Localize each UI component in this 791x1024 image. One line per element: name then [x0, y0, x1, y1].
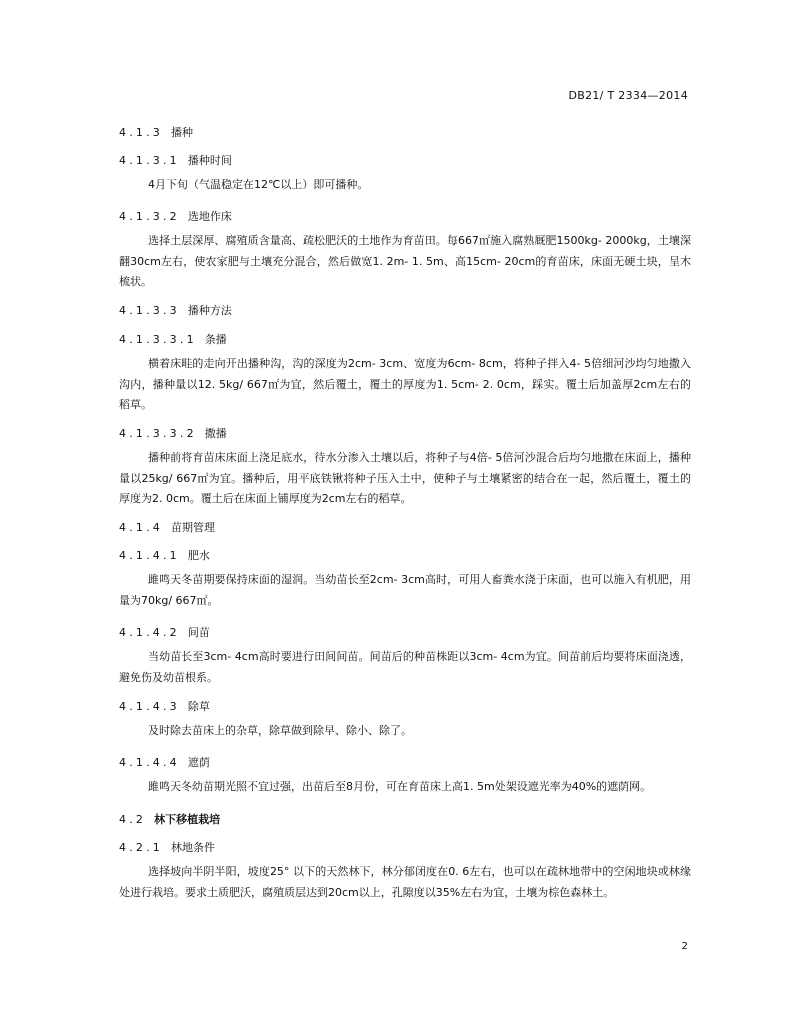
heading	[119, 208, 232, 224]
section-number: 4.1.3.3.1	[119, 333, 197, 346]
section-number: 4.2	[119, 813, 147, 826]
section-title: 撒播	[204, 427, 227, 440]
section-title: 除草	[187, 700, 210, 713]
paragraph: 横着床畦的走向开出播种沟，沟的深度为2cm- 3cm、宽度为6cm- 8cm，将种子拌入4- 5倍细河沙均匀地撒入沟内，播种量以12. 5kg/ 667㎡为宜，然后覆土，覆土的厚度为1. 5cm- 2. 0cm，踩实。覆土后加盖厚2cm左右的稻草。	[119, 357, 691, 411]
heading	[119, 124, 193, 140]
paragraph: 播种前将育苗床床面上浇足底水，待水分渗入土壤以后，将种子与4倍- 5倍河沙混合后均匀地撒在床面上，播种量以25kg/ 667㎡为宜。播种后，用平底铁锹将种子压入土中，使种子与土壤紧密的结合在一起，然后覆土，覆土的厚度为2. 0cm。覆土后在床面上铺厚度为2cm左右的稻草。	[119, 451, 691, 505]
section-title: 遮荫	[187, 756, 210, 769]
heading	[119, 302, 232, 318]
heading	[119, 839, 215, 855]
paragraph: 雎鸣天冬苗期要保持床面的湿润。当幼苗长至2cm- 3cm高时，可用人畜粪水浇于床面，也可以施入有机肥，用量为70kg/ 667㎡。	[119, 573, 691, 607]
paragraph: 及时除去苗床上的杂草，除草做到除早、除小、除了。	[148, 724, 412, 737]
page-header-code: DB21/ T 2334—2014	[568, 89, 688, 102]
section-number: 4.1.3.3	[119, 304, 180, 317]
section-title: 选地作床	[187, 210, 232, 223]
section-number: 4.1.3.1	[119, 154, 180, 167]
section-number: 4.1.4.2	[119, 626, 180, 639]
section-number: 4.1.3	[119, 126, 163, 139]
heading	[119, 331, 227, 347]
section-title: 肥水	[187, 549, 210, 562]
heading	[119, 754, 210, 770]
heading	[119, 698, 210, 714]
heading	[119, 425, 227, 441]
paragraph: 雎鸣天冬幼苗期光照不宜过强，出苗后至8月份，可在育苗床上高1. 5m处架设遮光率为40%的遮荫网。	[148, 780, 652, 793]
section-number: 4.1.4.1	[119, 549, 180, 562]
section-title: 条播	[204, 333, 227, 346]
section-number: 4.1.3.3.2	[119, 427, 197, 440]
section-title: 间苗	[187, 626, 210, 639]
heading	[119, 811, 220, 827]
section-number: 4.2.1	[119, 841, 163, 854]
heading	[119, 624, 210, 640]
paragraph: 选择坡向半阴半阳，坡度25° 以下的天然林下，林分郁闭度在0. 6左右，也可以在疏林地带中的空闲地块或林缘处进行栽培。要求土质肥沃，腐殖质层达到20cm以上，孔隙度以35%左右为宜，土壤为棕色森林土。	[119, 865, 691, 899]
heading	[119, 547, 210, 563]
section-title: 林地条件	[171, 841, 215, 854]
section-number: 4.1.3.2	[119, 210, 180, 223]
paragraph: 4月下旬（气温稳定在12℃以上）即可播种。	[148, 178, 369, 191]
section-number: 4.1.4	[119, 521, 163, 534]
section-title: 播种	[171, 126, 193, 139]
section-number: 4.1.4.3	[119, 700, 180, 713]
section-title: 播种时间	[187, 154, 232, 167]
paragraph: 当幼苗长至3cm- 4cm高时要进行田间间苗。间苗后的种苗株距以3cm- 4cm为宜。间苗前后均要将床面浇透，避免伤及幼苗根系。	[119, 650, 691, 684]
section-number: 4.1.4.4	[119, 756, 180, 769]
page-number: 2	[681, 941, 688, 952]
heading	[119, 152, 232, 168]
section-title: 林下移植栽培	[154, 813, 221, 826]
section-title: 播种方法	[187, 304, 232, 317]
section-title: 苗期管理	[171, 521, 215, 534]
heading	[119, 519, 215, 535]
paragraph: 选择土层深厚、腐殖质含量高、疏松肥沃的土地作为育苗田。每667㎡施入腐熟厩肥1500kg- 2000kg，土壤深翻30cm左右，使农家肥与土壤充分混合，然后做宽1. 2m- 1. 5m、高15cm- 20cm的育苗床，床面无硬土块，呈木梳状。	[119, 234, 691, 288]
